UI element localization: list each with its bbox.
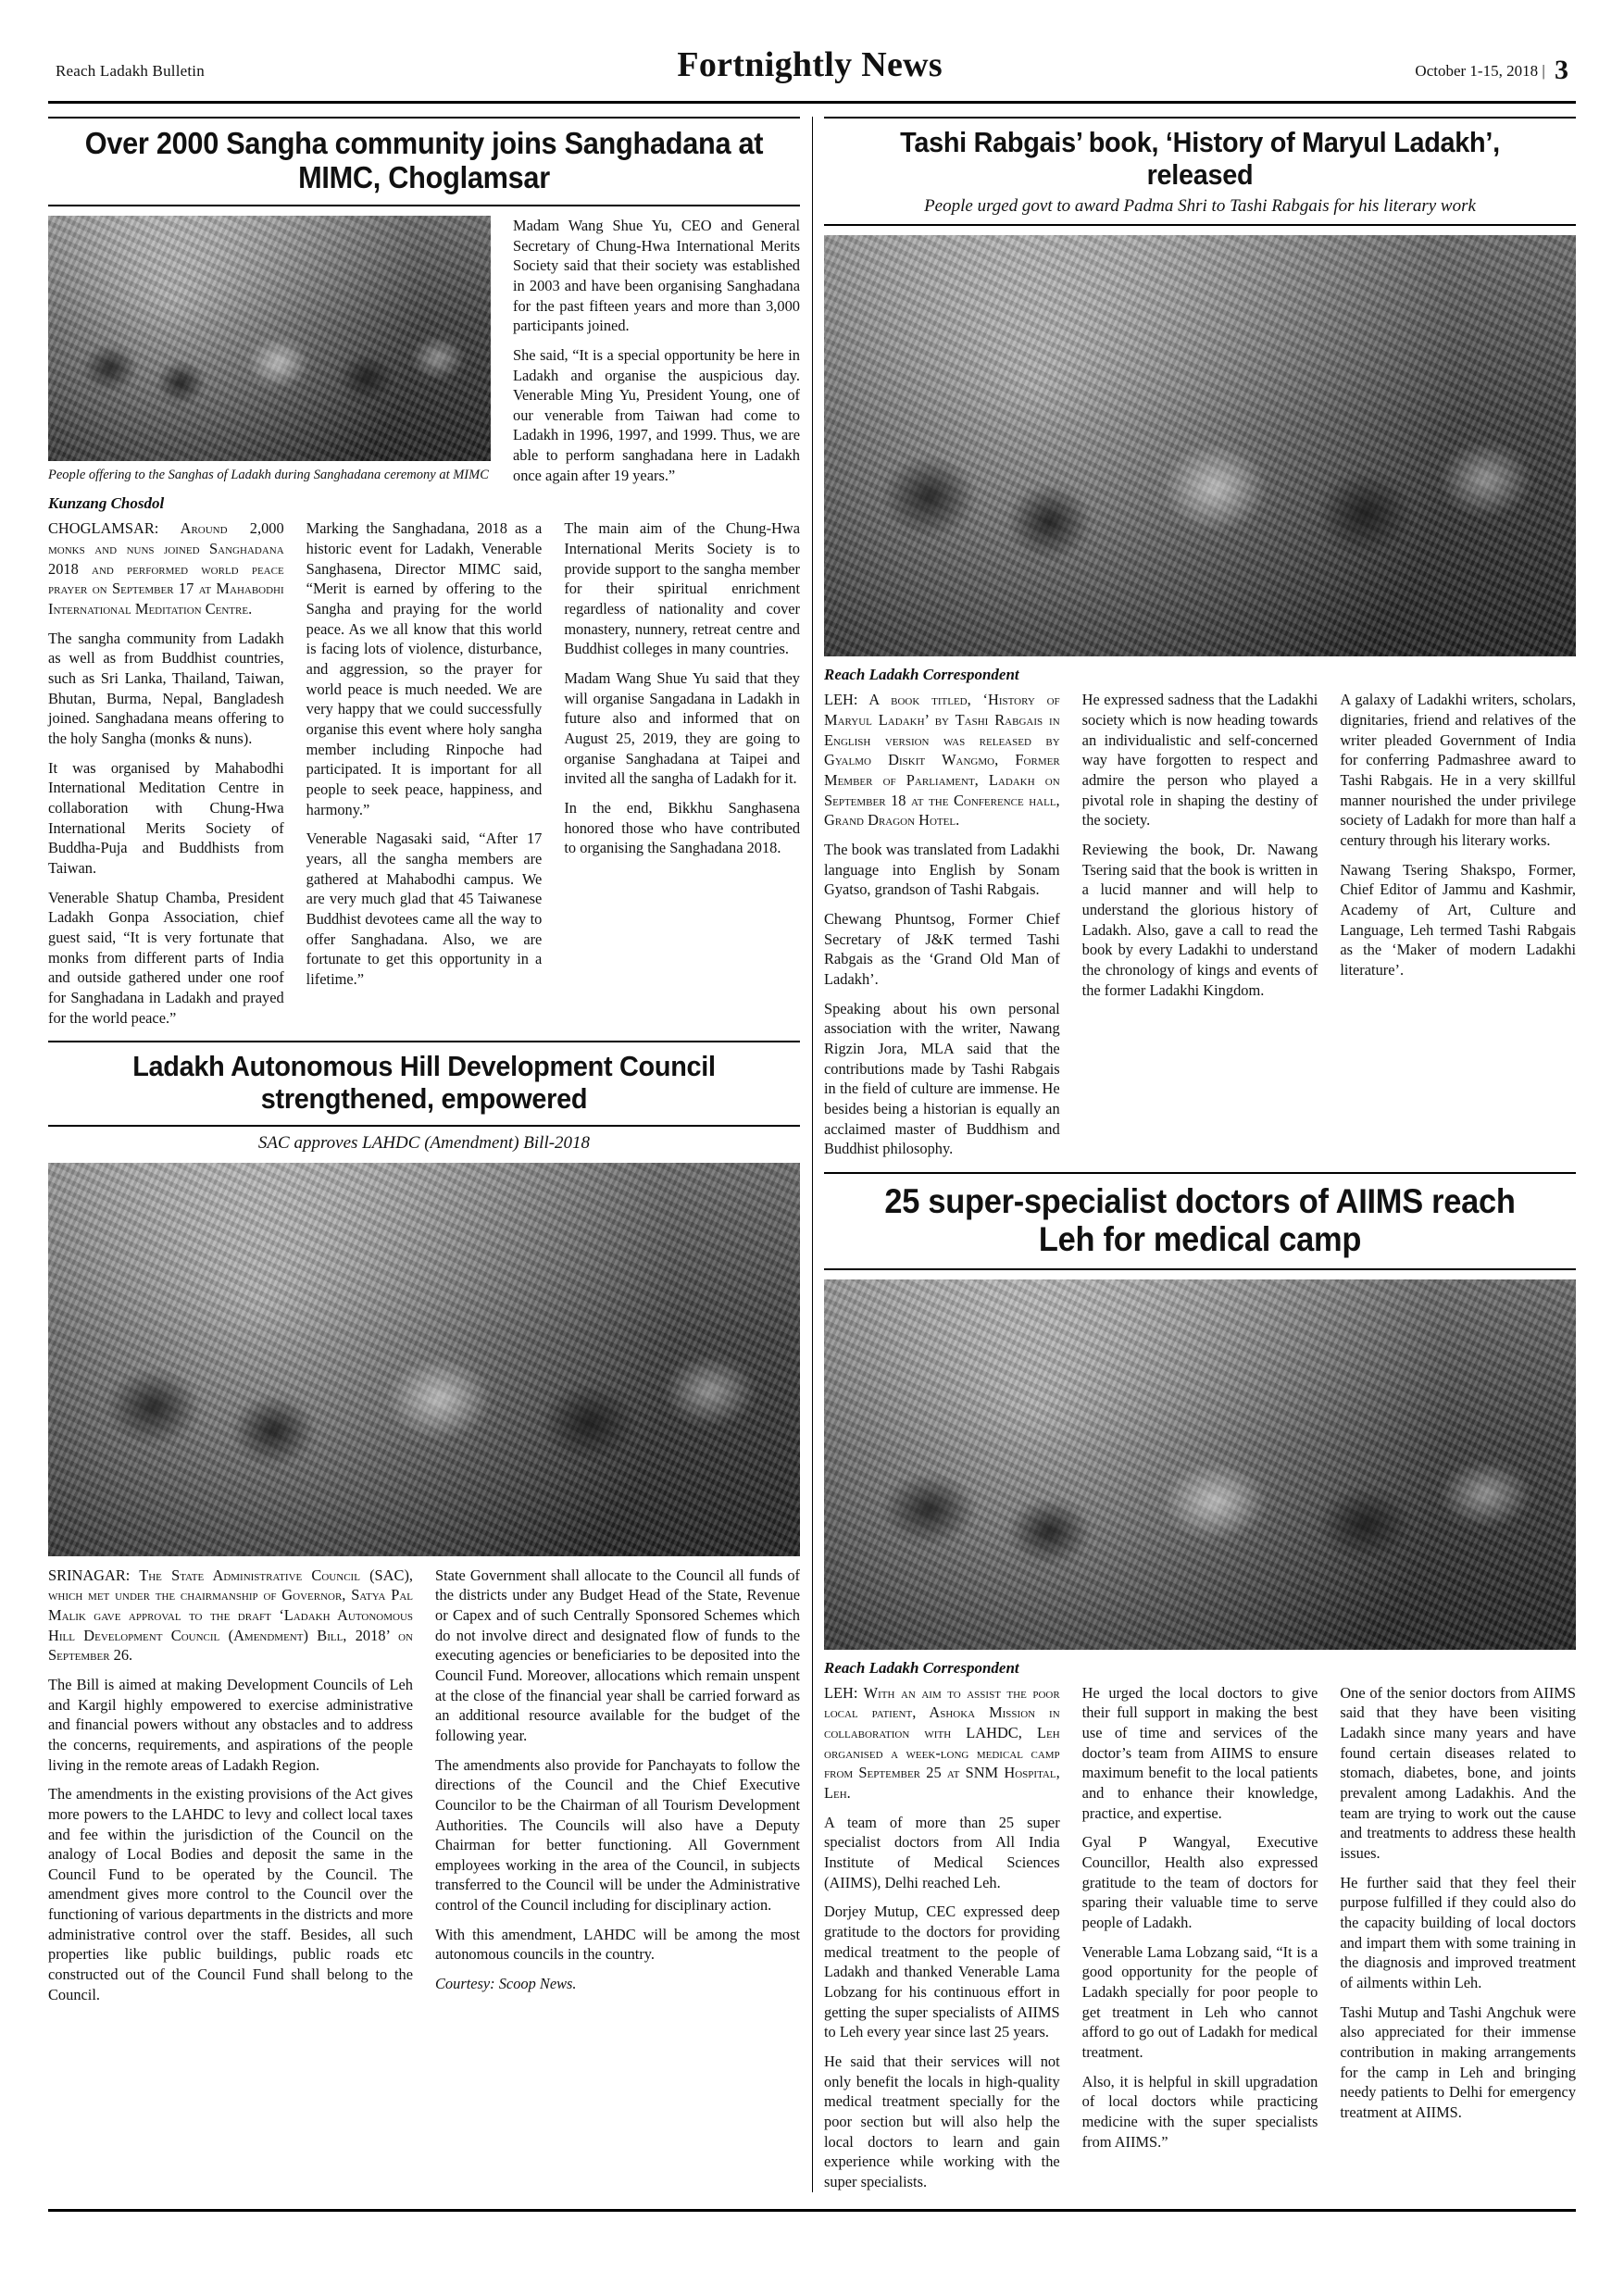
byline-tashi-rabgais: Reach Ladakh Correspondent bbox=[824, 666, 1019, 684]
right-column bbox=[824, 117, 1576, 2192]
paragraph: Gyal P Wangyal, Executive Councillor, Health also expressed gratitude to the team of doctors for sparing their valuable time to serve people of Ladakh. bbox=[1081, 1833, 1318, 1931]
paragraph: Speaking about his own personal association with the writer, Nawang Rigzin Jora, MLA said that the contributions made by Tashi Rabgais in the field of culture are immense. He besides being a historian is equally an acclaimed master of Buddhism and Buddhist philosophy. bbox=[824, 999, 1060, 1158]
paragraph: The sangha community from Ladakh as well as from Buddhist countries, such as Sri Lanka, Thailand, Taiwan, Bhutan, Burma, Nepal, Bangladesh joined. Sanghadana means offering to the holy Sangha (monks & nuns). bbox=[48, 629, 284, 747]
paragraph: Chewang Phuntsog, Former Chief Secretary of J&K termed Tashi Rabgais as the ‘Grand Old Man of Ladakh’. bbox=[824, 910, 1060, 988]
paragraph: Madam Wang Shue Yu, CEO and General Secretary of Chung-Hwa International Merits Society said that their society was established in 2003 and have been organising Sanghadana for the past fifteen years and more than 3,000 participants joined. bbox=[513, 216, 800, 335]
paragraph: State Government shall allocate to the Council all funds of the districts under any Budget Head of the State, Revenue or Capex and of such Centrally Sponsored Schemes which do not involve direct and designated flow of funds to the executing agencies or beneficiaries to be deposited into the Council Fund. Moreover, allocations which remain unspent at the close of the financial year shall be carried forward as an additional resource available for the budget of the following year. bbox=[435, 1566, 800, 1744]
paragraph: The main aim of the Chung-Hwa International Merits Society is to provide support to the sangha member for their spiritual enrichment regardless of nationality and cover monastery, nunnery, retreat centre and Buddhist colleges in many countries. bbox=[564, 519, 801, 658]
photo-aiims-meeting bbox=[824, 1279, 1576, 1650]
article-lahdc bbox=[48, 1041, 800, 2004]
masthead-separator: | bbox=[1542, 62, 1545, 80]
paragraph: Dorjey Mutup, CEC expressed deep gratitude to the doctors for providing medical treatment to the people of Ladakh and thanked Venerable Lama Lobzang for his continuous effort in getting the super specialists of AIIMS to Leh every year since last 25 years. bbox=[824, 1903, 1060, 2041]
masthead-rule bbox=[48, 101, 1576, 104]
paragraph: Venerable Lama Lobzang said, “It is a good opportunity for the people of Ladakh specially for poor people to get treatment in Leh who cannot afford to go out of Ladakh for medical treatment. bbox=[1081, 1942, 1318, 2061]
paragraph: The book was translated from Ladakhi language into English by Sonam Gyatso, grandson of Tashi Rabgais. bbox=[824, 841, 1060, 899]
paragraph: Venerable Nagasaki said, “After 17 years, all the sangha members are gathered at Mahabodhi campus. We are very much glad that 45 Taiwanese Buddhist devotees came all the way to offer Sanghadana. Also, we are fortunate to get this opportunity in a lifetime.” bbox=[306, 830, 543, 988]
paragraph: He expressed sadness that the Ladakhi society which is now heading towards an individualistic and self-concerned way have forgotten to respect and admire the person who played a pivotal role in shaping the destiny of the society. bbox=[1081, 691, 1318, 830]
column-divider bbox=[800, 117, 824, 2192]
section-title: Fortnightly News bbox=[677, 45, 943, 84]
paragraph: LEH: A book titled, ‘History of Maryul Ladakh’ by Tashi Rabgais in English version was released by Gyalmo Diskit Wangmo, Former Member of Parliament, Ladakh on September 18 at the Conference hall, Grand Dragon Hotel. bbox=[824, 691, 1060, 830]
paragraph: Tashi Mutup and Tashi Angchuk were also appreciated for their immense contribution in making arrangements for the camp in Leh and bringing needy patients to Delhi for emergency treatment at AIIMS. bbox=[1340, 2003, 1577, 2121]
page-number: 3 bbox=[1555, 55, 1568, 85]
headline-tashi-rabgais: Tashi Rabgais’ book, ‘History of Maryul Ladakh’, released bbox=[900, 126, 1500, 191]
byline-aiims: Reach Ladakh Correspondent bbox=[824, 1658, 1019, 1677]
paragraph: Venerable Shatup Chamba, President Ladakh Gonpa Association, chief guest said, “It is very fortunate that monks from different parts of India and outside gathered under one roof for Sanghadana in Ladakh and prayed for the world peace.” bbox=[48, 888, 284, 1027]
photo-sanghadana-ceremony bbox=[48, 216, 491, 461]
paragraph: Madam Wang Shue Yu said that they will organise Sangadana in Ladakh in future also and informed that on August 25, 2019, they are going to organise Sanghadana at Taipei and invited all the sangha of Ladakh for it. bbox=[564, 669, 801, 788]
paragraph: He further said that they feel their purpose fulfilled if they could also do the capacity building of local doctors and impart them with some training in the diagnosis and improved treatment of ailments within Leh. bbox=[1340, 1873, 1577, 1991]
headline-aiims: 25 super-specialist doctors of AIIMS reach Leh for medical camp bbox=[884, 1181, 1516, 1259]
paragraph: One of the senior doctors from AIIMS said that they have been visiting Ladakh since many years and have found certain diseases related to stomach, diabetes, bone, and joints prevalent among Ladakhis. And the team are trying to work out the cause and treatments to address these health issues. bbox=[1340, 1683, 1577, 1862]
paragraph: The amendments also provide for Panchayats to follow the directions of the Council and the Chief Executive Councilor to be the Chairman of all Tourism Development Authorities. The Councils will also have a Deputy Chairman for better functioning. All Government employees working in the area of the Council, in subjects transferred to the Council will be under the Administrative control of the Council including for disciplinary action. bbox=[435, 1755, 800, 1915]
paragraph: With this amendment, LAHDC will be among the most autonomous councils in the country. bbox=[435, 1925, 800, 1964]
paragraph: A galaxy of Ladakhi writers, scholars, dignitaries, friend and relatives of the writer pleaded Government of India for conferring Padmashree award to Tashi Rabgais. He in a very skillful manner nourished the under privilege society of Ladakh for more than half a century through his literary works. bbox=[1340, 691, 1577, 850]
photo-sac-meeting bbox=[48, 1163, 800, 1556]
page-bottom-rule bbox=[48, 2209, 1576, 2212]
paragraph: Marking the Sanghadana, 2018 as a historic event for Ladakh, Venerable Sanghasena, Director MIMC said, “Merit is earned by offering to the Sangha and praying for the world peace. As we all know that this world is facing lots of violence, disturbance, and aggression, so the prayer for world peace is much needed. We are very happy that we could successfully organise this event where holy sangha member including Rinpoche had participated. It is important for all people to seek peace, happiness, and harmony.” bbox=[306, 519, 543, 818]
left-column bbox=[48, 117, 800, 2192]
paragraph: Nawang Tsering Shakspo, Former, Chief Editor of Jammu and Kashmir, Academy of Art, Culture and Language, Leh termed Tashi Rabgais as the ‘Maker of modern Ladakhi literature’. bbox=[1340, 860, 1577, 979]
paragraph: SRINAGAR: The State Administrative Council (SAC), which met under the chairmanship of Governor, Satya Pal Malik gave approval to the draft ‘Ladakh Autonomous Hill Development Council (Amendment) Bill, 2018’ on September 26. bbox=[48, 1566, 413, 1665]
article-sanghadana bbox=[48, 117, 800, 1028]
courtesy-line: Courtesy: Scoop News. bbox=[435, 1975, 577, 1993]
paragraph: She said, “It is a special opportunity be here in Ladakh and organise the auspicious day. Venerable Ming Yu, President Young, one of our venerable from Taiwan had come to Ladakh in 1996, 1997, and 1999. Thus, we are able to perform sanghadana here in Ladakh once again after 19 years.” bbox=[513, 345, 800, 484]
headline-sanghadana: Over 2000 Sangha community joins Sanghadana at MIMC, Choglamsar bbox=[84, 126, 764, 194]
paragraph: The Bill is aimed at making Development Councils of Leh and Kargil highly empowered to exercise administrative and financial powers without any obstacles and to address the concerns, requirements, and aspirations of the people living in the remote areas of Ladakh Region. bbox=[48, 1675, 413, 1774]
subhead-tashi-rabgais: People urged govt to award Padma Shri to Tashi Rabgais for his literary work bbox=[824, 196, 1576, 226]
page-masthead bbox=[48, 44, 1576, 95]
paragraph: In the end, Bikkhu Sanghasena honored those who have contributed to organising the Sanghadana 2018. bbox=[564, 798, 801, 857]
paragraph: CHOGLAMSAR: Around 2,000 monks and nuns joined Sanghadana 2018 and performed world peace prayer on September 17 at Mahabodhi International Meditation Centre. bbox=[48, 519, 284, 618]
paragraph: Reviewing the book, Dr. Nawang Tsering said that the book is written in a lucid manner and will help to understand the glorious history of Ladakh. Also, gave a call to read the book by every Ladakhi to understand the chronology of kings and events of the former Ladakhi Kingdom. bbox=[1081, 841, 1318, 999]
paragraph: A team of more than 25 super specialist doctors from All India Institute of Medical Sciences (AIIMS), Delhi reached Leh. bbox=[824, 1813, 1060, 1891]
caption-sanghadana: People offering to the Sanghas of Ladakh during Sanghadana ceremony at MIMC bbox=[48, 467, 489, 482]
headline-lahdc: Ladakh Autonomous Hill Development Council strengthened, empowered bbox=[132, 1050, 716, 1115]
issue-date-and-page bbox=[1415, 55, 1568, 86]
subhead-lahdc: SAC approves LAHDC (Amendment) Bill-2018 bbox=[257, 1132, 591, 1153]
article-aiims bbox=[824, 1172, 1576, 2192]
paragraph: LEH: With an aim to assist the poor local patient, Ashoka Mission in collaboration with LAHDC, Leh organised a week-long medical camp from September 25 at SNM Hospital, Leh. bbox=[824, 1683, 1060, 1803]
article-tashi-rabgais bbox=[824, 117, 1576, 1159]
paragraph: The amendments in the existing provisions of the Act gives more powers to the LAHDC to levy and collect local taxes and fee within the jurisdiction of the Council on the analogy of Local Bodies and deposit the same in the Council Fund to be operated by the Council. The amendment gives more control to the Council over the functioning of various departments in the districts and more administrative control over the staff. Besides, all such properties like public buildings, public roads etc constructed out of the Council Fund shall belong to the Council. bbox=[48, 1785, 413, 2003]
publication-name: Reach Ladakh Bulletin bbox=[56, 62, 205, 80]
paragraph: He said that their services will not only benefit the locals in high-quality medical treatment specially for the poor section but will also help the local doctors to learn and gain experience while working with the super specialists. bbox=[824, 2052, 1060, 2190]
paragraph: He urged the local doctors to give their full support in making the best use of time and services of the doctor’s team from AIIMS to ensure maximum benefit to the local patients and to enhance their knowledge, practice, and expertise. bbox=[1081, 1683, 1318, 1822]
page-content bbox=[48, 117, 1576, 2192]
byline-sanghadana: Kunzang Chosdol bbox=[48, 494, 165, 513]
paragraph: It was organised by Mahabodhi International Meditation Centre in collaboration with Chung-Hwa International Merits Society of Buddha-Puja and Buddhists from Taiwan. bbox=[48, 758, 284, 877]
paragraph: Also, it is helpful in skill upgradation of local doctors while practicing medicine with the super specialists from AIIMS.” bbox=[1081, 2072, 1318, 2151]
issue-date: October 1-15, 2018 bbox=[1415, 62, 1539, 80]
photo-book-release bbox=[824, 235, 1576, 656]
